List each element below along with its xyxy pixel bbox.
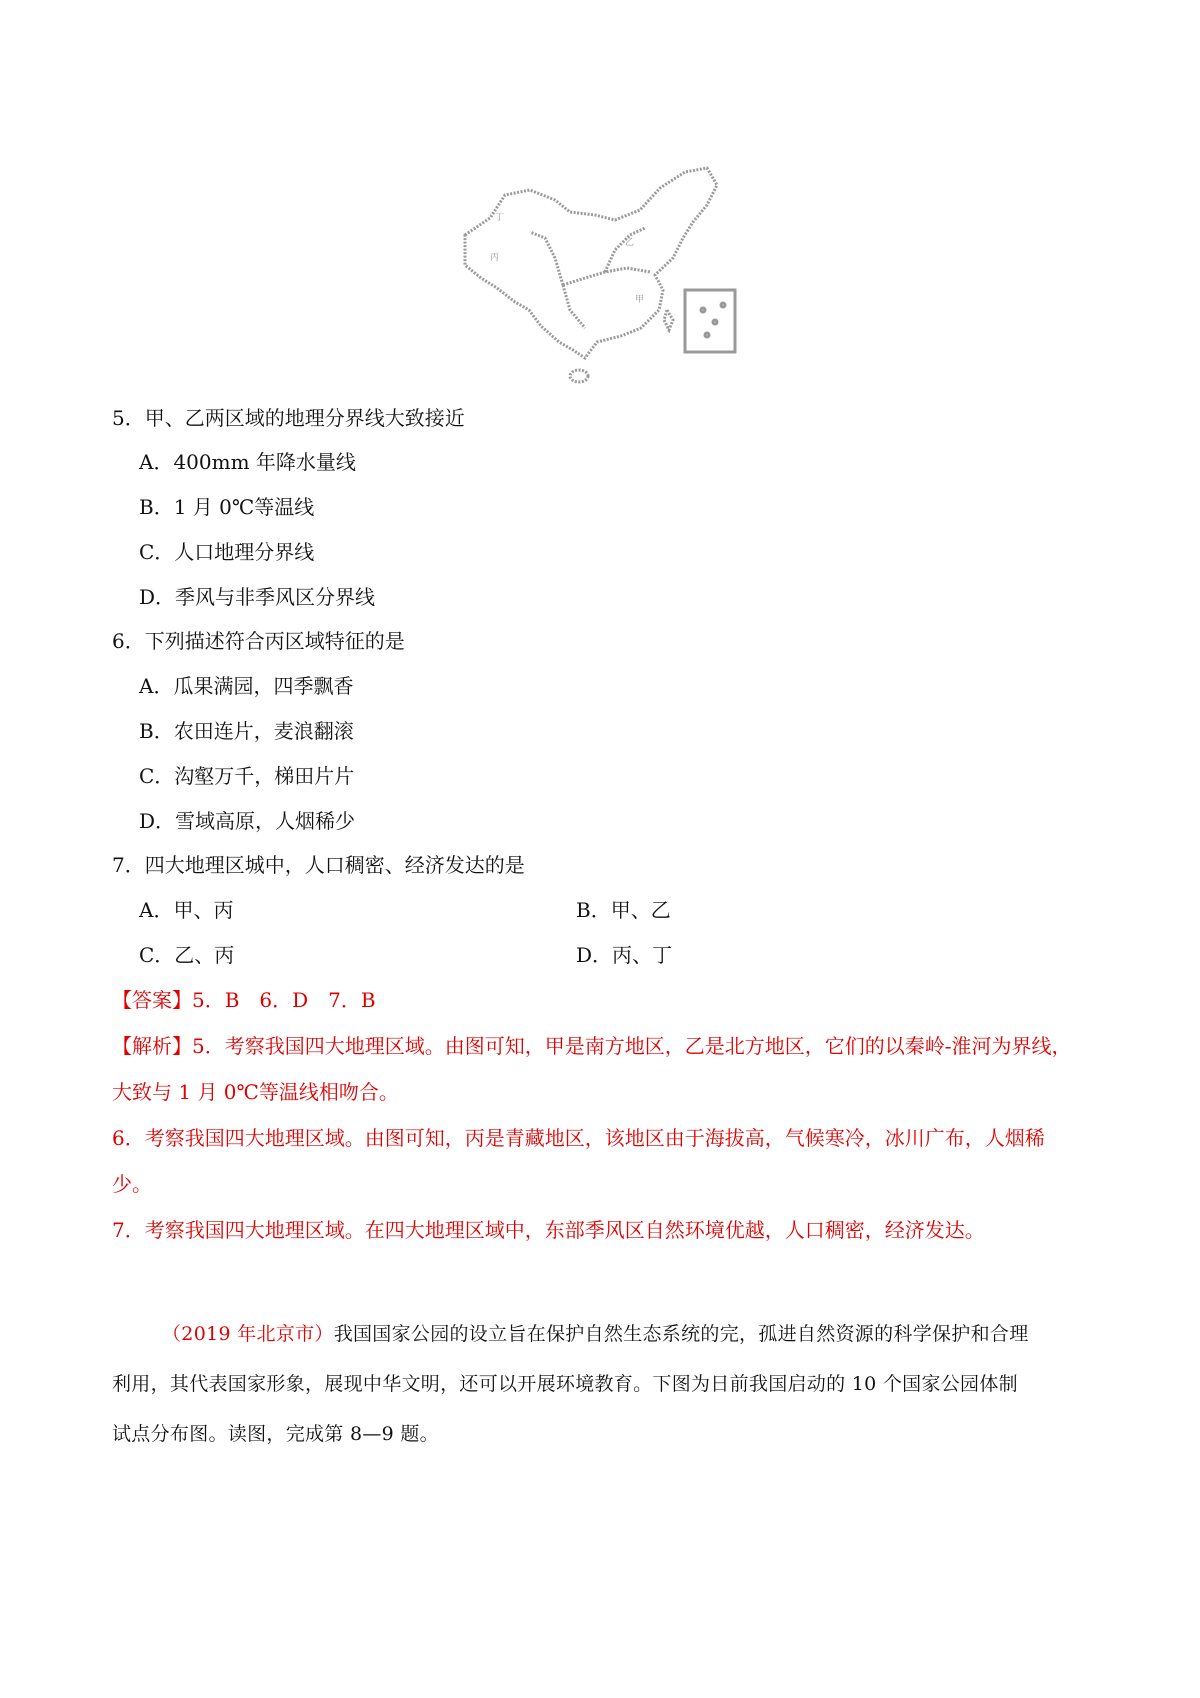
question-6-option-c: C．沟壑万千，梯田片片 bbox=[139, 764, 355, 788]
analysis-5-line1: 【解析】5．考察我国四大地理区域。由图可知，甲是南方地区，乙是北方地区，它们的以秦岭-淮河为界线， bbox=[112, 1034, 1072, 1058]
map-label-ding: 丁 bbox=[495, 213, 505, 223]
question-6-option-a: A．瓜果满园，四季飘香 bbox=[139, 674, 354, 698]
answer-key: 【答案】5．B 6．D 7．B bbox=[112, 988, 376, 1012]
question-5-option-b: B．1 月 0℃等温线 bbox=[139, 495, 315, 519]
question-5-option-d: D．季风与非季风区分界线 bbox=[139, 585, 376, 609]
question-6-stem: 6．下列描述符合丙区域特征的是 bbox=[112, 629, 405, 653]
question-5-option-a: A．400mm 年降水量线 bbox=[139, 450, 356, 474]
analysis-7: 7．考察我国四大地理区域。在四大地理区域中，东部季风区自然环境优越，人口稠密，经济发达。 bbox=[112, 1218, 985, 1242]
question-6-option-b: B．农田连片，麦浪翻滚 bbox=[139, 719, 354, 743]
question-7-option-d: D．丙、丁 bbox=[576, 943, 673, 967]
question-7-stem: 7．四大地理区城中，人口稠密、经济发达的是 bbox=[112, 853, 525, 877]
question-7-option-b: B．甲、乙 bbox=[576, 898, 671, 922]
china-region-map bbox=[445, 160, 775, 400]
question-7-option-c: C．乙、丙 bbox=[139, 943, 235, 967]
intro-line3: 试点分布图。读图，完成第 8—9 题。 bbox=[112, 1423, 439, 1445]
analysis-6-line1: 6．考察我国四大地理区域。由图可知，丙是青藏地区，该地区由于海拔高，气候寒冷，冰川广布，人烟稀 bbox=[112, 1126, 1045, 1150]
map-label-yi: 乙 bbox=[625, 238, 635, 248]
intro-line2: 利用，其代表国家形象，展现中华文明，还可以开展环境教育。下图为日前我国启动的 10 个国家公园体制 bbox=[112, 1373, 1018, 1395]
analysis-6-line2: 少。 bbox=[112, 1172, 152, 1196]
map-label-bing: 丙 bbox=[490, 253, 500, 263]
intro-source: （2019 年北京市） bbox=[162, 1323, 334, 1345]
question-6-option-d: D．雪域高原，人烟稀少 bbox=[139, 809, 356, 833]
question-5-option-c: C．人口地理分界线 bbox=[139, 540, 315, 564]
intro-line1 bbox=[112, 1320, 1102, 1348]
map-label-jia: 甲 bbox=[635, 295, 645, 305]
question-7-option-a: A．甲、丙 bbox=[139, 898, 234, 922]
question-5-stem: 5．甲、乙两区域的地理分界线大致接近 bbox=[112, 406, 465, 430]
intro-text-1: 我国国家公园的设立旨在保护自然生态系统的完，孤进自然资源的科学保护和合理 bbox=[333, 1323, 1029, 1345]
analysis-5-line2: 大致与 1 月 0℃等温线相吻合。 bbox=[112, 1080, 399, 1104]
